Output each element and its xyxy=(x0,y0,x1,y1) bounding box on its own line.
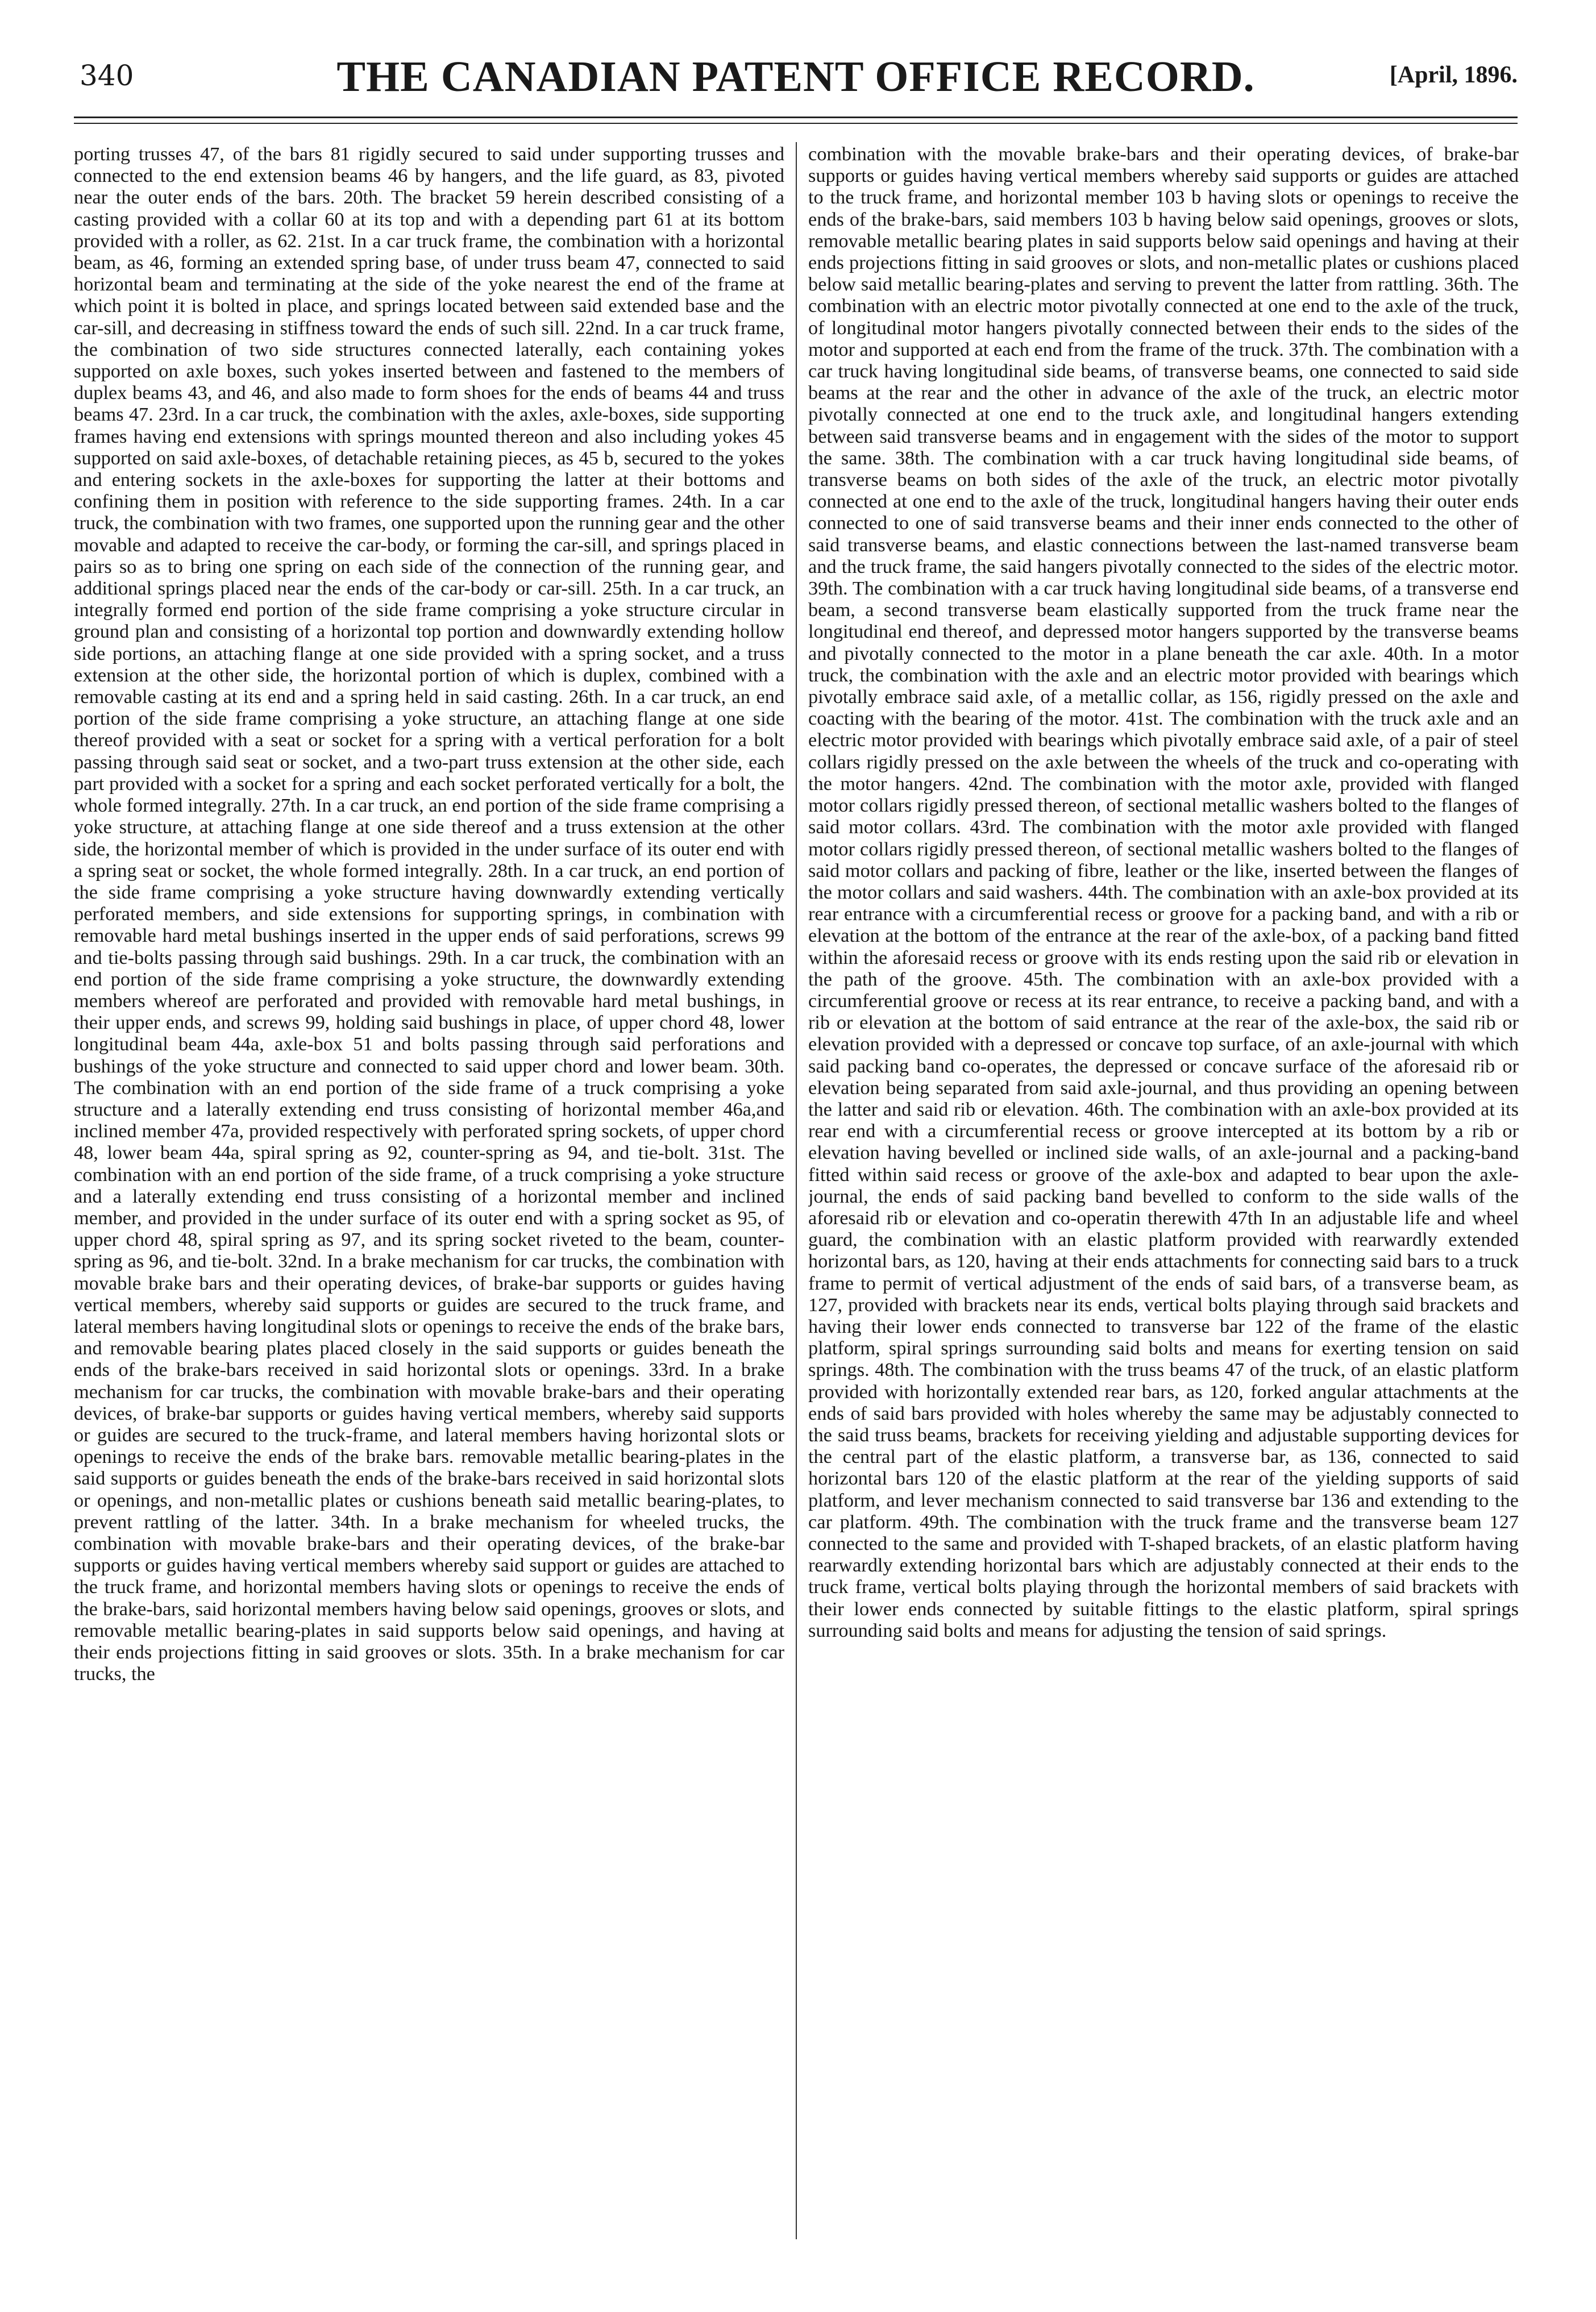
column-divider xyxy=(796,142,797,2239)
header-rule-thin xyxy=(74,123,1518,124)
right-column-text: combination with the movable brake-bars and their operating devices, of brake-bar supports or guides having vertical members whereby said supports or guides are attached to the truck frame, and horizontal member 103 b having slots or openings to receive the ends of the brake-bars, said members 103 b having below said openings, grooves or slots, removable metallic bearing plates in said supports below said openings and having at their ends projections fitting in said grooves or slots, and non-metallic plates or cushions placed below said metallic bearing-plates and serving to prevent the latter from rattling. 36th. The combination with an electric motor pivotally connected at one end to the axle of the truck, of longitudinal motor hangers pivotally connected between their ends to the sides of the motor and supported at each end from the frame of the truck. 37th. The combination with a car truck having longitudinal side beams, of transverse beams, one connected to said side beams at the rear and the other in advance of the axle of the truck, an electric motor pivotally connected at one end to the truck axle, and longitudinal hangers extending between said transverse beams and in engagement with the sides of the motor to support the same. 38th. The combination with a car truck having longitudinal side beams, of transverse beams on both sides of the axle of the truck, an electric motor pivotally connected at one end to the axle of the truck, longitudinal hangers having their outer ends connected to one of said transverse beams and their inner ends connected to the other of said transverse beams, and elastic connections between the last-named transverse beam and the truck frame, the said hangers pivotally connected to the sides of the electric motor. 39th. The combination with a car truck having longitudinal side beams, of a transverse end beam, a second transverse beam elastically supported from the truck frame near the longitudinal end thereof, and depressed motor hangers supported by the transverse beams and pivotally connected to the motor in a plane beneath the car axle. 40th. In a motor truck, the combination with the axle and an electric motor provided with bearings which pivotally embrace said axle, of a metallic collar, as 156, rigidly pressed on the axle and coacting with the bearing of the motor. 41st. The combination with the truck axle and an electric motor provided with bearings which pivotally embrace said axle, of a pair of steel collars rigidly pressed on the axle between the wheels of the truck and co-operating with the motor hangers. 42nd. The combination with the motor axle, provided with flanged motor collars rigidly pressed thereon, of sectional metallic washers bolted to the flanges of said motor collars. 43rd. The combination with the motor axle provided with flanged motor collars rigidly pressed thereon, of sectional metallic washers bolted to the flanges of said motor collars and packing of fibre, leather or the like, inserted between the flanges of the motor collars and said washers. 44th. The combination with an axle-box provided at its rear entrance with a circumferential recess or groove for a packing band, and with a rib or elevation at the bottom of the entrance at the rear of the axle-box, of a packing band fitted within the aforesaid recess or groove with its ends resting upon the said rib or elevation in the path of the groove. 45th. The combination with an axle-box provided with a circumferential groove or recess at its rear entrance, to receive a packing band, and with a rib or elevation at the bottom of said entrance at the rear of the axle-box, the said rib or elevation provided with a depressed or concave top surface, of an axle-journal with which said packing band co-operates, the depressed or concave surface of the aforesaid rib or elevation being separated from said axle-journal, and thus providing an opening between the latter and said rib or elevation. 46th. The combination with an axle-box provided at its rear end with a circumferential recess or groove intercepted at its bottom by a rib or elevation having bevelled or inclined side walls, of an axle-journal and a packing-band fitted within said recess or groove of the axle-box and adapted to bear upon the axle-journal, the ends of said packing band bevelled to conform to the side walls of the aforesaid rib or elevation and co-operatin therewith 47th In an adjustable life and wheel guard, the combination with an elastic platform provided with rearwardly extended horizontal bars, as 120, having at their ends attachments for connecting said bars to a truck frame to permit of vertical adjustment of the ends of said bars, of a transverse beam, as 127, provided with brackets near its ends, vertical bolts playing through said brackets and having their lower ends connected to transverse bar 122 of the frame of the elastic platform, spiral springs surrounding said bolts and means for exerting tension on said springs. 48th. The combination with the truss beams 47 of the truck, of an elastic platform provided with horizontally extended rear bars, as 120, forked angular attachments at the ends of said bars provided with holes whereby the same may be adjustably connected to the said truss beams, brackets for receiving yielding and adjustable supporting devices for the central part of the elastic platform, a transverse bar, as 136, connected to said horizontal bars 120 of the elastic platform at the rear of the yielding supports of said platform, and lever mechanism connected to said transverse bar 136 and extending to the car platform. 49th. The combination with the truck frame and the transverse beam 127 connected to the same and provided with T-shaped brackets, of an elastic platform having rearwardly extending horizontal bars which are adjustably connected at their ends to the truck frame, vertical bolts playing through the horizontal members of said brackets with their lower ends connected by suitable fittings to the elastic platform, spiral springs surrounding said bolts and means for adjusting the tension of said springs. xyxy=(808,143,1519,1641)
page-number: 340 xyxy=(80,59,134,92)
issue-date: [April, 1896. xyxy=(1389,62,1518,88)
journal-title: THE CANADIAN PATENT OFFICE RECORD. xyxy=(336,53,1255,101)
left-column-text: porting trusses 47, of the bars 81 rigidly secured to said under supporting trusses and connected to the end extension beams 46 by hangers, and the life guard, as 83, pivoted near the outer ends of the bars. 20th. The bracket 59 herein described consisting of a casting provided with a collar 60 at its top and with a depending part 61 at its bottom provided with a roller, as 62. 21st. In a car truck frame, the combination with a horizontal beam, as 46, forming an extended spring base, of under truss beam 47, connected to said horizontal beam and terminating at the side of the yoke nearest the end of the frame at which point it is bolted in place, and springs located between said extended base and the car-sill, and decreasing in stiffness toward the ends of such sill. 22nd. In a car truck frame, the combination of two side structures connected laterally, each containing yokes supported on axle boxes, such yokes inserted between and fastened to the members of duplex beams 43, and 46, and also made to form shoes for the ends of beams 44 and truss beams 47. 23rd. In a car truck, the combination with the axles, axle-boxes, side supporting frames having end extensions with springs mounted thereon and also including yokes 45 supported on said axle-boxes, of detachable retaining pieces, as 45 b, secured to the yokes and entering sockets in the axle-boxes for supporting the latter at their bottoms and confining them in position with reference to the side supporting frames. 24th. In a car truck, the combination with two frames, one supported upon the running gear and the other movable and adapted to receive the car-body, or forming the car-sill, and springs placed in pairs so as to bring one spring on each side of the connection of the running gear, and additional springs placed near the ends of the car-body or car-sill. 25th. In a car truck, an integrally formed end portion of the side frame comprising a yoke structure circular in ground plan and consisting of a horizontal top portion and downwardly extending hollow side portions, an attaching flange at one side provided with a spring socket, and a truss extension at the other side, the horizontal portion of which is duplex, combined with a removable casting at its end and a spring held in said casting. 26th. In a car truck, an end portion of the side frame comprising a yoke structure, an attaching flange at one side thereof provided with a seat or socket for a spring with a vertical perforation for a bolt passing through said seat or socket, and a two-part truss extension at the other side, each part provided with a socket for a spring and each socket perforated vertically for a bolt, the whole formed integrally. 27th. In a car truck, an end portion of the side frame comprising a yoke structure, at attaching flange at one side thereof and a truss extension at the other side, the horizontal member of which is provided in the under surface of its outer end with a spring seat or socket, the whole formed integrally. 28th. In a car truck, an end portion of the side frame comprising a yoke structure having downwardly extending vertically perforated members, and side extensions for supporting springs, in combination with removable hard metal bushings inserted in the upper ends of said perforations, screws 99 and tie-bolts passing through said bushings. 29th. In a car truck, the combination with an end portion of the side frame comprising a yoke structure, the downwardly extending members whereof are perforated and provided with removable hard metal bushings, in their upper ends, and screws 99, holding said bushings in place, of upper chord 48, lower longitudinal beam 44a, axle-box 51 and bolts passing through said perforations and bushings of the yoke structure and connected to said upper chord and lower beam. 30th. The combination with an end portion of the side frame of a truck comprising a yoke structure and a laterally extending end truss consisting of horizontal member 46a,and inclined member 47a, provided respectively with perforated spring sockets, of upper chord 48, lower beam 44a, spiral spring as 92, counter-spring as 94, and tie-bolt. 31st. The combination with an end portion of the side frame, of a truck comprising a yoke structure and a laterally extending end truss consisting of a horizontal member and inclined member, and provided in the under surface of its outer end with a spring socket as 95, of upper chord 48, spiral spring as 97, and its spring socket riveted to the beam, counter-spring as 96, and tie-bolt. 32nd. In a brake mechanism for car trucks, the combination with movable brake bars and their operating devices, of brake-bar supports or guides having vertical members, whereby said supports or guides are secured to the truck frame, and lateral members having longitudinal slots or openings to receive the ends of the brake bars, and removable bearing plates placed closely in the said supports or guides beneath the ends of the brake-bars received in said horizontal slots or openings. 33rd. In a brake mechanism for car trucks, the combination with movable brake-bars and their operating devices, of brake-bar supports or guides having vertical members, whereby said supports or guides are secured to the truck-frame, and lateral members having horizontal slots or openings to receive the ends of the brake bars. removable metallic bearing-plates in the said supports or guides beneath the ends of the brake-bars received in said horizontal slots or openings, and non-metallic plates or cushions beneath said metallic bearing-plates, to prevent rattling of the latter. 34th. In a brake mechanism for wheeled trucks, the combination with movable brake-bars and their operating devices, of the brake-bar supports or guides having vertical members whereby said support or guides are attached to the truck frame, and horizontal members having slots or openings to receive the ends of the brake-bars, said horizontal members having below said openings, grooves or slots, and removable metallic bearing-plates in said supports below said openings, and having at their ends projections fitting in said grooves or slots. 35th. In a brake mechanism for car trucks, the xyxy=(74,143,784,1685)
page-header xyxy=(74,52,1518,115)
header-rule xyxy=(74,117,1518,118)
